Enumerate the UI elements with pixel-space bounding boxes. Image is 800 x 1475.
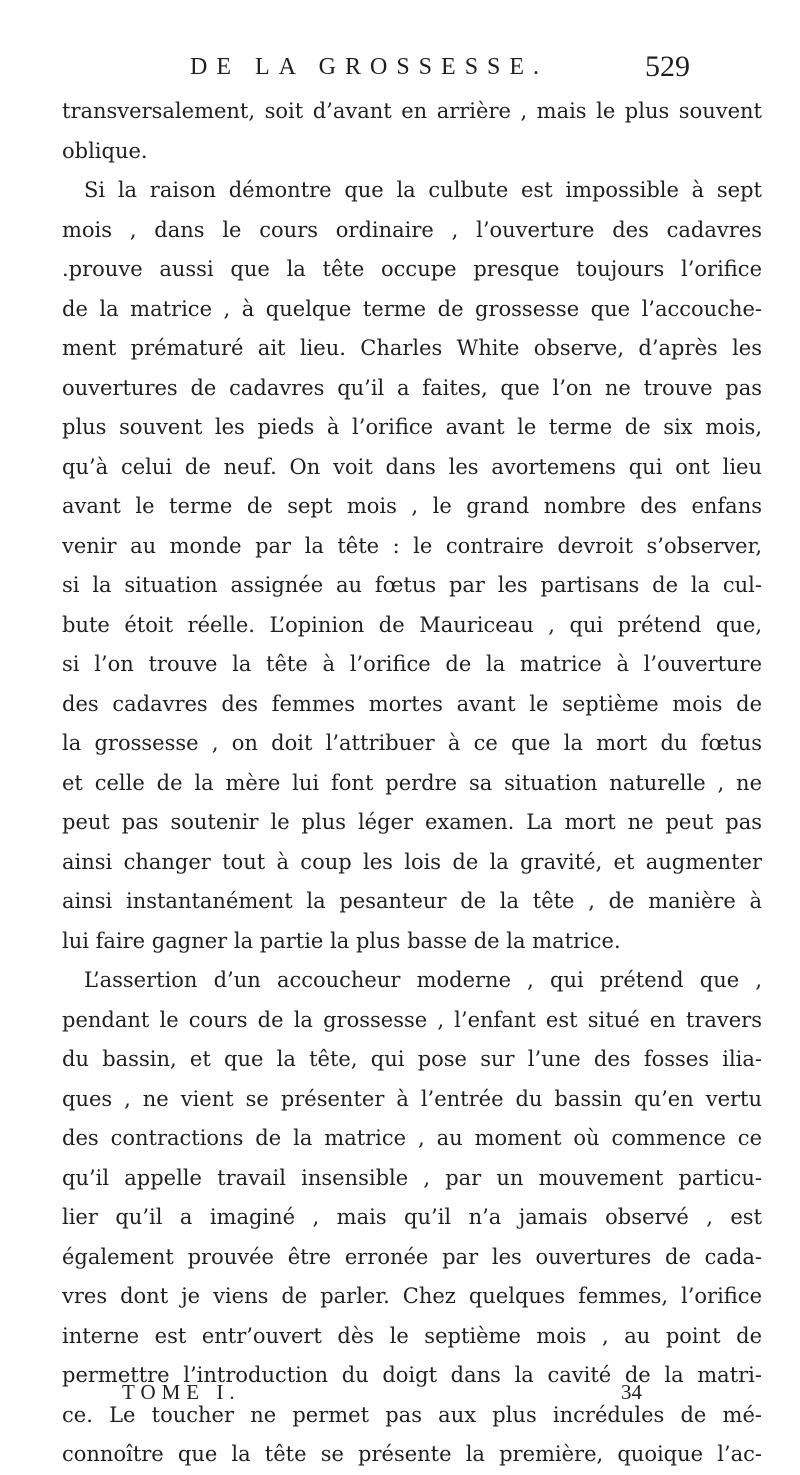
text-line: peut pas soutenir le plus léger examen. La mort ne peut pas: [62, 810, 762, 834]
body-text: [62, 92, 762, 1475]
running-head: [190, 50, 690, 90]
text-line: si la situation assignée au fœtus par les partisans de la cul-: [62, 573, 762, 597]
text-line: venir au monde par la tête : le contraire devroit s’observer,: [62, 533, 762, 558]
text-line: de la matrice , à quelque terme de grossesse que l’accouche-: [62, 296, 762, 321]
text-line: L’assertion d’un accoucheur moderne , qui prétend que ,: [84, 968, 762, 992]
text-line: ques , ne vient se présenter à l’entrée du bassin qu’en vertu: [62, 1086, 762, 1111]
signature-line: [122, 1380, 642, 1410]
text-line: Si la raison démontre que la culbute est impossible à sept: [84, 178, 762, 202]
text-line: interne est entr’ouvert dès le septième mois , au point de: [62, 1323, 762, 1348]
text-line: également prouvée être erronée par les ouvertures de cada-: [62, 1244, 762, 1269]
text-line: ainsi instantanément la pesanteur de la tête , de manière à: [62, 889, 762, 913]
text-line: ment prématuré ait lieu. Charles White observe, d’après les: [62, 336, 762, 360]
text-line: des contractions de la matrice , au moment où commence ce: [62, 1126, 762, 1150]
text-line: .prouve aussi que la tête occupe presque toujours l’orifice: [62, 257, 762, 281]
text-line: permettre l’introduction du doigt dans la cavité de la matri-: [62, 1363, 762, 1387]
text-line: si l’on trouve la tête à l’orifice de la matrice à l’ouverture: [62, 652, 762, 676]
text-line: oblique.: [62, 138, 148, 163]
text-line: avant le terme de sept mois , le grand nombre des enfans: [62, 494, 762, 518]
text-line: pendant le cours de la grossesse , l’enfant est situé en travers: [62, 1007, 762, 1032]
text-line: des cadavres des femmes mortes avant le septième mois de: [62, 691, 762, 716]
volume-signature: TOME I.: [122, 1380, 241, 1404]
text-line: plus souvent les pieds à l’orifice avant le terme de six mois,: [62, 415, 762, 439]
sheet-mark: 34: [621, 1380, 642, 1404]
text-line: connoître que la tête se présente la première, quoique l’ac-: [62, 1442, 762, 1466]
page-number: 529: [645, 50, 690, 83]
text-line: ouvertures de cadavres qu’il a faites, que l’on ne trouve pas: [62, 375, 762, 400]
running-title: DE LA GROSSESSE.: [190, 54, 549, 80]
text-line: et celle de la mère lui font perdre sa situation naturelle , ne: [62, 770, 762, 795]
text-line: la grossesse , on doit l’attribuer à ce que la mort du fœtus: [62, 731, 762, 755]
text-line: transversalement, soit d’avant en arrière , mais le plus souvent: [62, 99, 762, 123]
text-line: mois , dans le cours ordinaire , l’ouverture des cadavres: [62, 217, 762, 242]
text-line: qu’il appelle travail insensible , par un mouvement particu-: [62, 1165, 762, 1190]
text-line: ainsi changer tout à coup les lois de la gravité, et augmenter: [62, 849, 762, 874]
text-line: vres dont je viens de parler. Chez quelques femmes, l’orifice: [62, 1284, 762, 1308]
text-line: ce. Le toucher ne permet pas aux plus incrédules de mé-: [62, 1402, 762, 1427]
text-line: lier qu’il a imaginé , mais qu’il n’a jamais observé , est: [62, 1205, 762, 1229]
text-line: bute étoit réelle. L’opinion de Mauriceau , qui prétend que,: [62, 612, 762, 637]
text-line: qu’à celui de neuf. On voit dans les avortemens qui ont lieu: [62, 454, 762, 479]
text-line: lui faire gagner la partie la plus basse de la matrice.: [62, 928, 621, 953]
text-line: du bassin, et que la tête, qui pose sur l’une des fosses ilia-: [62, 1047, 762, 1071]
